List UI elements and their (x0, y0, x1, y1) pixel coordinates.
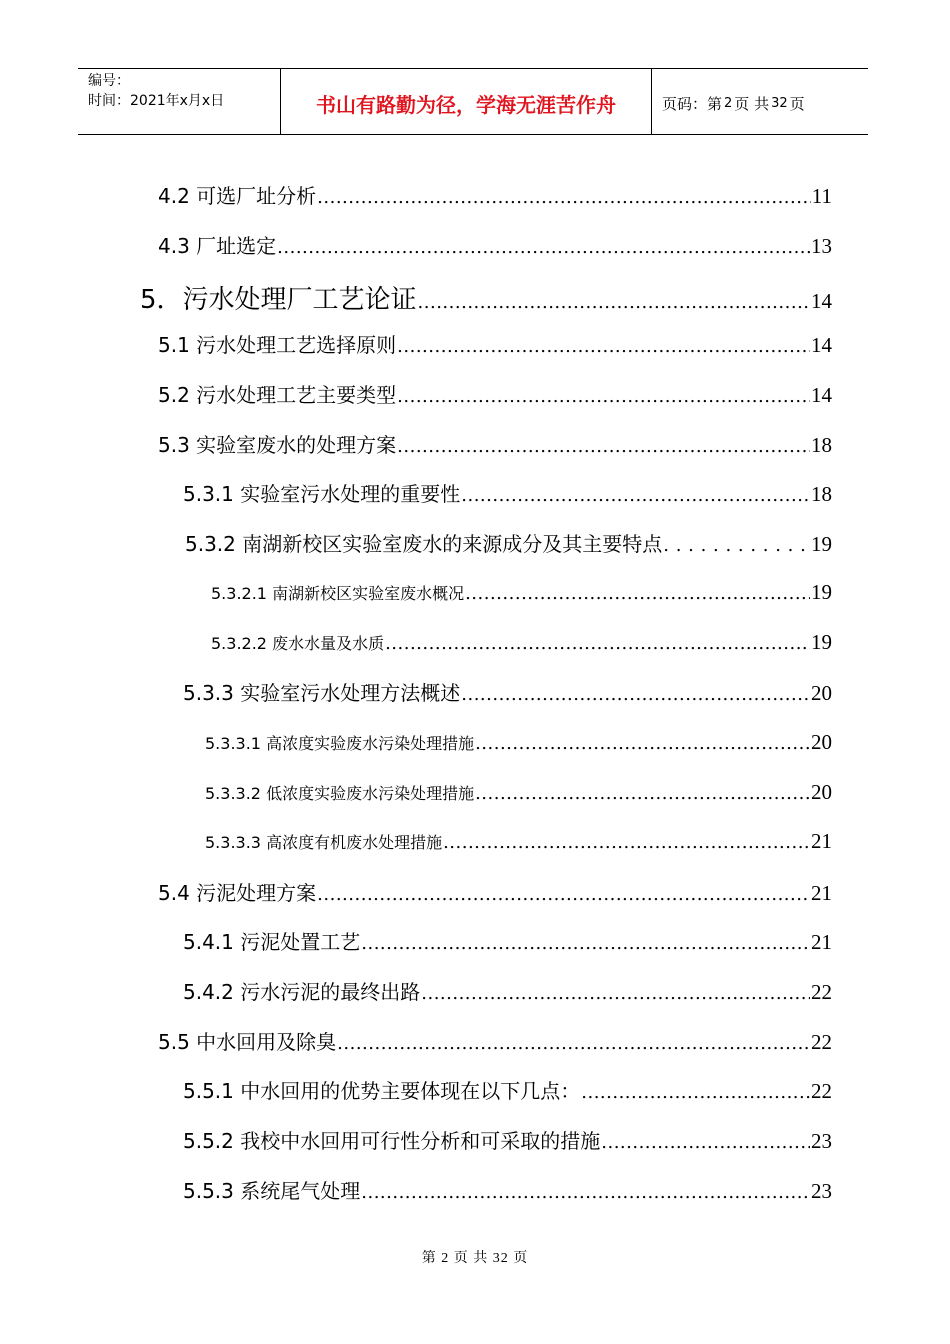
toc-entry[interactable] (205, 730, 832, 755)
toc-entry-page: 22 (811, 980, 832, 1004)
toc-entry[interactable] (205, 780, 832, 805)
toc-entry[interactable] (158, 379, 832, 408)
toc-leader (337, 1033, 810, 1054)
toc-entry-page: 22 (811, 1079, 832, 1103)
toc-leader (465, 583, 810, 604)
header-motto: 书山有路勤为径，学海无涯苦作舟 (281, 69, 652, 134)
toc-entry-label: 5.3 实验室废水的处理方案 (158, 433, 397, 457)
toc-entry-page: 18 (811, 482, 832, 506)
toc-entry-label: 4.2 可选厂址分析 (158, 184, 317, 208)
header-page-num: 2 (724, 96, 733, 111)
toc-entry-label: 5.3.3.2 低浓度实验废水污染处理措施 (205, 784, 475, 803)
toc-entry-page: 22 (811, 1030, 832, 1054)
header-time-label: 时间：2021年x月x日 (88, 93, 225, 109)
toc-leader (418, 292, 810, 313)
toc-entry-label: 5.3.2.1 南湖新校区实验室废水概况 (211, 584, 465, 603)
toc-leader (581, 1082, 810, 1103)
toc-entry-label: 5.3.2.2 废水水量及水质 (211, 634, 385, 653)
toc-entry[interactable] (205, 829, 832, 854)
toc-entry-page: 19 (811, 532, 832, 556)
toc-leader (397, 436, 810, 457)
toc-entry-label: 5.4 污泥处理方案 (158, 881, 317, 905)
toc-entry[interactable] (183, 1075, 832, 1104)
toc-leader (317, 884, 810, 905)
toc-entry-label: 5.3.2 南湖新校区实验室废水的来源成分及其主要特点 (185, 532, 663, 556)
header-code-label: 编号： (88, 73, 130, 89)
toc-entry-page: 20 (811, 730, 832, 754)
toc-entry-label: 5.3.3 实验室污水处理方法概述 (183, 681, 461, 705)
toc-entry-label: 5.3.3.3 高浓度有机废水处理措施 (205, 833, 443, 852)
toc-leader (397, 386, 810, 407)
toc-entry-page: 21 (811, 881, 832, 905)
toc-entry[interactable] (183, 926, 832, 955)
page-header (78, 68, 868, 135)
toc-leader (385, 633, 810, 654)
toc-entry[interactable] (183, 976, 832, 1005)
header-page-mid: 页 共 (734, 95, 770, 113)
toc-entry-label: 5.5.1 中水回用的优势主要体现在以下几点： (183, 1079, 581, 1103)
toc-leader (361, 1182, 810, 1203)
toc-entry-page: 18 (811, 433, 832, 457)
toc-entry[interactable] (183, 677, 832, 706)
toc-entry[interactable] (158, 180, 832, 209)
toc-entry[interactable] (158, 230, 832, 259)
toc-entry[interactable] (158, 329, 832, 358)
header-page-info (652, 69, 868, 134)
toc-entry-page: 19 (811, 630, 832, 654)
toc-entry-label: 5.3.3.1 高浓度实验废水污染处理措施 (205, 734, 475, 753)
toc-entry-label: 5.4.2 污水污泥的最终出路 (183, 980, 421, 1004)
page-footer: 第 2 页 共 32 页 (421, 1251, 529, 1266)
toc-entry-label: 5.2 污水处理工艺主要类型 (158, 383, 397, 407)
toc-entry-label: 5．污水处理厂工艺论证 (140, 285, 417, 315)
toc-leader (663, 535, 810, 556)
toc-entry-page: 23 (811, 1129, 832, 1153)
toc-entry[interactable] (158, 877, 832, 906)
toc-entry-page: 14 (811, 333, 832, 357)
toc-leader (601, 1132, 810, 1153)
toc-leader (461, 485, 810, 506)
header-page-suffix: 页 (789, 95, 805, 113)
toc-leader (475, 783, 810, 804)
toc-entry-page: 20 (811, 780, 832, 804)
toc-entry[interactable] (140, 279, 832, 316)
toc-entry[interactable] (183, 1175, 832, 1204)
toc-leader (397, 336, 810, 357)
toc-entry-label: 5.3.1 实验室污水处理的重要性 (183, 482, 461, 506)
toc-entry-page: 21 (811, 829, 832, 853)
toc-entry[interactable] (211, 630, 832, 655)
toc-entry-page: 11 (811, 184, 832, 208)
header-page-total: 32 (771, 96, 788, 111)
toc-entry-label: 5.4.1 污泥处置工艺 (183, 930, 361, 954)
toc-entry-label: 5.5.3 系统尾气处理 (183, 1179, 361, 1203)
toc-entry[interactable] (158, 1026, 832, 1055)
toc-entry-label: 5.5 中水回用及除臭 (158, 1030, 337, 1054)
toc-entry-label: 5.1 污水处理工艺选择原则 (158, 333, 397, 357)
toc-entry[interactable] (185, 528, 832, 557)
toc-entry[interactable] (158, 429, 832, 458)
toc-entry-label: 4.3 厂址选定 (158, 234, 277, 258)
toc-leader (277, 237, 810, 258)
toc-entry-page: 13 (811, 234, 832, 258)
header-meta (78, 69, 281, 134)
toc-leader (361, 933, 810, 954)
toc-leader (421, 983, 810, 1004)
toc-entry-page: 21 (811, 930, 832, 954)
header-page-prefix: 页码：第 (662, 95, 723, 113)
toc-entry[interactable] (183, 1125, 832, 1154)
toc-entry-page: 20 (811, 681, 832, 705)
toc-entry-label: 5.5.2 我校中水回用可行性分析和可采取的措施 (183, 1129, 601, 1153)
toc-leader (475, 733, 810, 754)
toc-leader (461, 684, 810, 705)
toc-entry-page: 14 (811, 383, 832, 407)
toc-leader (443, 832, 810, 853)
toc-entry-page: 19 (811, 580, 832, 604)
toc-entry[interactable] (183, 478, 832, 507)
toc-entry-page: 14 (811, 289, 832, 313)
toc-entry[interactable] (211, 580, 832, 605)
toc-leader (317, 187, 811, 208)
toc-entry-page: 23 (811, 1179, 832, 1203)
